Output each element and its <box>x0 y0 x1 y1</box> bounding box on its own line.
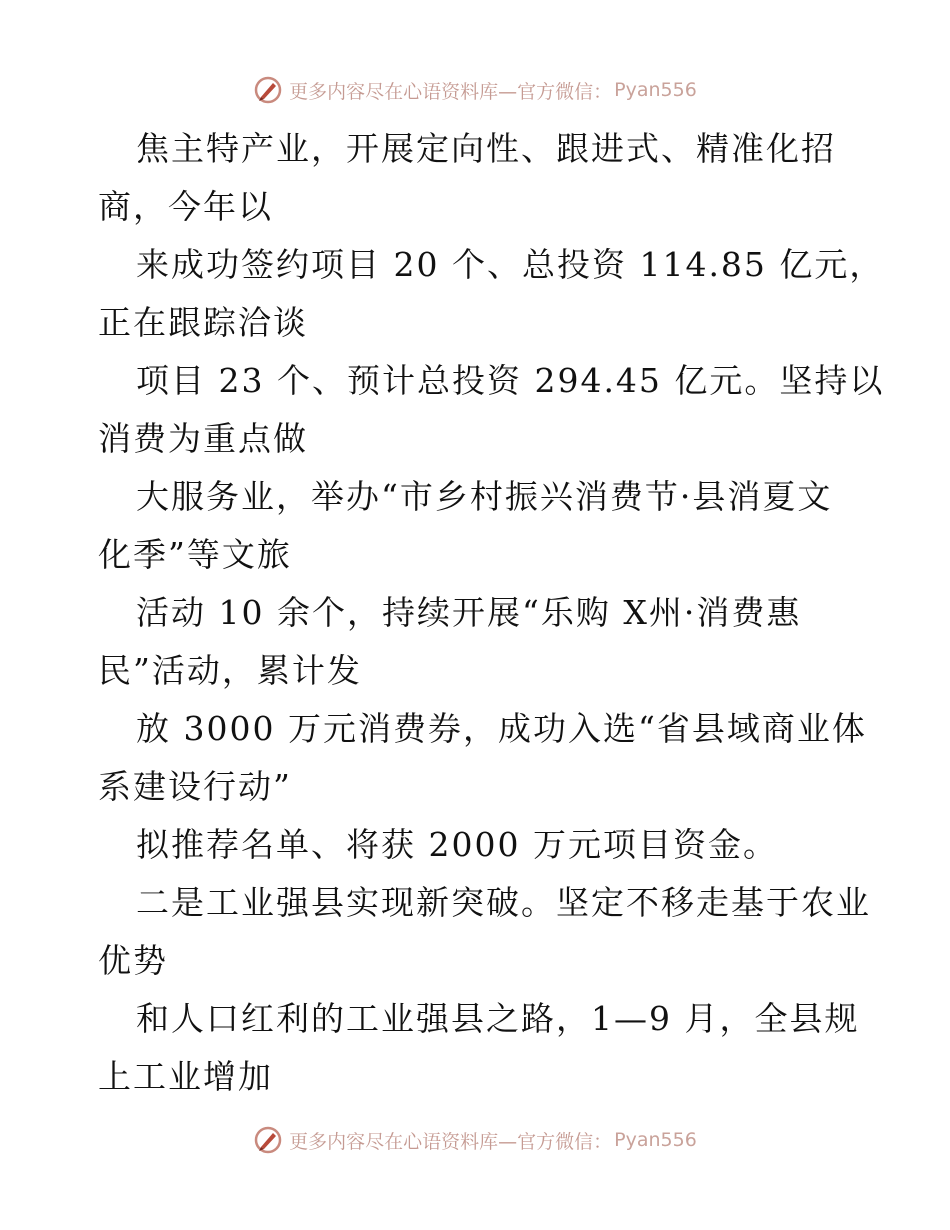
text-line: 拟推荐名单、将获 2000 万元项目资金。 <box>136 825 778 864</box>
text-line: 民”活动，累计发 <box>98 651 362 690</box>
text-line: 化季”等文旅 <box>98 535 292 574</box>
text-line: 大服务业，举办“市乡村振兴消费节·县消夏文 <box>136 477 833 516</box>
text-line: 放 3000 万元消费券，成功入选“省县域商业体 <box>136 709 867 748</box>
watermark-text: 更多内容尽在心语资料库—官方微信： <box>289 1130 613 1153</box>
text-line: 正在跟踪洽谈 <box>98 303 308 342</box>
pen-logo-icon <box>253 1125 283 1155</box>
text-line: 项目 23 个、预计总投资 294.45 亿元。坚持以 <box>136 361 885 400</box>
text-line: 系建设行动” <box>98 767 292 806</box>
watermark-text: 更多内容尽在心语资料库—官方微信： <box>289 80 613 103</box>
text-line: 消费为重点做 <box>98 419 308 458</box>
text-line: 活动 10 余个，持续开展“乐购 X州·消费惠 <box>136 593 802 632</box>
text-line: 上工业增加 <box>98 1057 273 1096</box>
watermark-wechat-id: Pyan556 <box>614 1129 697 1151</box>
watermark-wechat-id: Pyan556 <box>614 79 697 101</box>
header-watermark <box>0 70 950 110</box>
text-line: 二是工业强县实现新突破。坚定不移走基于农业 <box>136 883 871 922</box>
text-line: 来成功签约项目 20 个、总投资 114.85 亿元， <box>136 245 885 284</box>
document-body <box>98 120 885 1106</box>
footer-watermark <box>0 1120 950 1160</box>
text-line: 优势 <box>98 941 168 980</box>
text-line: 商，今年以 <box>98 187 273 226</box>
pen-logo-icon <box>253 75 283 105</box>
text-line: 和人口红利的工业强县之路，1—9 月，全县规 <box>136 999 860 1038</box>
text-line: 焦主特产业，开展定向性、跟进式、精准化招 <box>136 129 836 168</box>
